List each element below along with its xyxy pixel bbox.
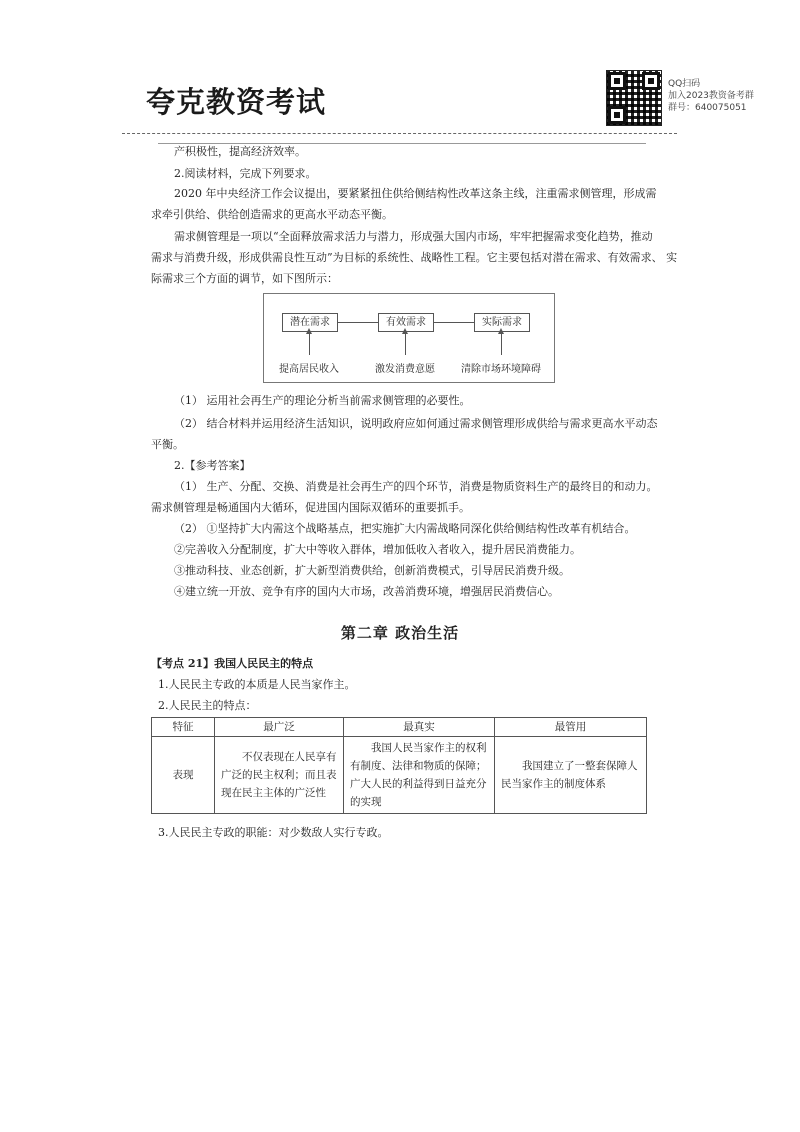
answer-line: （2） ①坚持扩大内需这个战略基点，把实施扩大内需战略同深化供给侧结构性改革有机结合。 <box>174 522 636 535</box>
body-line: 产积极性，提高经济效率。 <box>174 145 306 158</box>
answer-line: ④建立统一开放、竞争有序的国内大市场，改善消费环境，增强居民消费信心。 <box>174 585 559 598</box>
table-cell: 我国建立了一整套保障人民当家作主的制度体系 <box>495 737 647 814</box>
answer-heading: 2.【参考答案】 <box>174 459 251 472</box>
table-row <box>152 737 647 814</box>
diagram-footer-label: 提高居民收入 <box>279 364 339 375</box>
answer-line: 需求侧管理是畅通国内大循环，促进国内国际双循环的重要抓手。 <box>151 501 470 514</box>
diagram-connector <box>338 322 378 323</box>
header-divider <box>122 133 677 134</box>
qr-caption-line: QQ扫码 <box>668 79 701 89</box>
question-line: （1） 运用社会再生产的理论分析当前需求侧管理的必要性。 <box>174 394 471 407</box>
table-header-cell: 最广泛 <box>215 718 344 737</box>
answer-line: ③推动科技、业态创新，扩大新型消费供给，创新消费模式，引导居民消费升级。 <box>174 564 570 577</box>
brand-logo-text: 夸克教资考试 <box>146 85 327 119</box>
table-header-row <box>152 718 647 737</box>
diagram-node: 实际需求 <box>474 313 530 332</box>
question-line: 平衡。 <box>151 438 184 451</box>
body-line: 需求侧管理是一项以“全面释放需求活力与潜力，形成强大国内市场，牢牢把握需求变化趋势，推动 <box>174 230 653 243</box>
up-arrow-icon <box>405 333 406 355</box>
point-line: 3.人民民主专政的职能：对少数敌人实行专政。 <box>158 826 389 839</box>
chapter-title: 第二章 政治生活 <box>340 624 460 642</box>
point-line: 1.人民民主专政的本质是人民当家作主。 <box>158 678 356 691</box>
diagram-node: 潜在需求 <box>282 313 338 332</box>
diagram-connector <box>434 322 474 323</box>
table-cell: 不仅表现在人民享有广泛的民主权利；而且表现在民主主体的广泛性 <box>215 737 344 814</box>
table-header-cell: 最管用 <box>495 718 647 737</box>
up-arrow-icon <box>309 333 310 355</box>
body-line: 求牵引供给、供给创造需求的更高水平动态平衡。 <box>151 208 393 221</box>
point-line: 2.人民民主的特点： <box>158 699 257 712</box>
democracy-features-table <box>151 717 647 814</box>
qr-caption-line: 加入2023教资备考群 <box>668 91 754 101</box>
answer-line: ②完善收入分配制度，扩大中等收入群体，增加低收入者收入，提升居民消费能力。 <box>174 543 581 556</box>
section-heading: 【考点 21】我国人民民主的特点 <box>151 657 314 670</box>
qr-caption-line: 群号：640075051 <box>668 103 747 113</box>
table-cell: 我国人民当家作主的权利有制度、法律和物质的保障；广大人民的利益得到日益充分的实现 <box>344 737 495 814</box>
up-arrow-icon <box>501 333 502 355</box>
answer-line: （1） 生产、分配、交换、消费是社会再生产的四个环节，消费是物质资料生产的最终目的和动力。 <box>174 480 658 493</box>
diagram-node: 有效需求 <box>378 313 434 332</box>
body-line: 际需求三个方面的调节，如下图所示： <box>151 272 338 285</box>
demand-flow-diagram <box>263 293 555 383</box>
qr-caption <box>668 78 798 114</box>
table-header-cell: 特征 <box>152 718 215 737</box>
question-line: （2） 结合材料并运用经济生活知识，说明政府应如何通过需求侧管理形成供给与需求更高水平动态 <box>174 417 658 430</box>
diagram-footer-label: 激发消费意愿 <box>375 364 435 375</box>
body-line: 2020 年中央经济工作会议提出，要紧紧扭住供给侧结构性改革这条主线，注重需求侧管理，形成需 <box>174 187 657 200</box>
body-line: 需求与消费升级，形成供需良性互动”为目标的系统性、战略性工程。它主要包括对潜在需求、有效需求、 实 <box>151 251 678 264</box>
table-header-cell: 最真实 <box>344 718 495 737</box>
diagram-footer-label: 清除市场环境障碍 <box>461 364 541 375</box>
page-top-rule <box>158 143 646 144</box>
body-line: 2.阅读材料，完成下列要求。 <box>174 167 317 180</box>
qr-code-icon <box>606 70 662 126</box>
table-row-label: 表现 <box>152 737 215 814</box>
